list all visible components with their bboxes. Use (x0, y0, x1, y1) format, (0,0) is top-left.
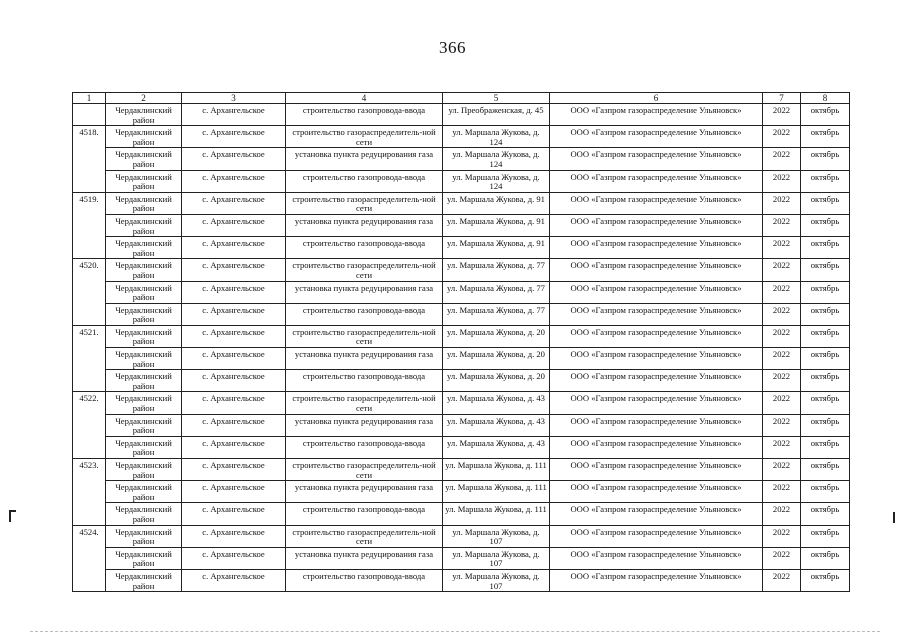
header-cell: 6 (550, 93, 763, 104)
month-cell: октябрь (801, 126, 850, 148)
address-cell: ул. Маршала Жукова, д. 91 (443, 192, 550, 214)
address-cell: ул. Маршала Жукова, д. 111 (443, 459, 550, 481)
scan-mark-right (893, 512, 895, 523)
work-type-cell: строительство газораспределитель-ной сети (286, 525, 443, 547)
organization-cell: ООО «Газпром газораспределение Ульяновск» (550, 525, 763, 547)
work-type-cell: строительство газопровода-ввода (286, 170, 443, 192)
month-cell: октябрь (801, 392, 850, 414)
address-cell: ул. Маршала Жукова, д. 43 (443, 392, 550, 414)
header-cell: 7 (763, 93, 801, 104)
item-number-cell: 4518. (73, 126, 106, 148)
village-cell: с. Архангельское (182, 525, 286, 547)
village-cell: с. Архангельское (182, 459, 286, 481)
district-cell: Чердаклинский район (106, 370, 182, 392)
year-cell: 2022 (763, 126, 801, 148)
item-number-cell (73, 148, 106, 170)
year-cell: 2022 (763, 325, 801, 347)
year-cell: 2022 (763, 525, 801, 547)
district-cell: Чердаклинский район (106, 348, 182, 370)
work-type-cell: строительство газораспределитель-ной сети (286, 126, 443, 148)
item-number-cell: 4523. (73, 459, 106, 481)
month-cell: октябрь (801, 348, 850, 370)
month-cell: октябрь (801, 259, 850, 281)
year-cell: 2022 (763, 303, 801, 325)
district-cell: Чердаклинский район (106, 392, 182, 414)
village-cell: с. Архангельское (182, 104, 286, 126)
district-cell: Чердаклинский район (106, 214, 182, 236)
work-type-cell: строительство газопровода-ввода (286, 503, 443, 525)
item-number-cell: 4519. (73, 192, 106, 214)
address-cell: ул. Маршала Жукова, д. 77 (443, 281, 550, 303)
table-row (73, 148, 850, 170)
address-cell: ул. Маршала Жукова, д. 43 (443, 436, 550, 458)
month-cell: октябрь (801, 525, 850, 547)
district-cell: Чердаклинский район (106, 192, 182, 214)
address-cell: ул. Маршала Жукова, д. 20 (443, 348, 550, 370)
item-number-cell: 4524. (73, 525, 106, 547)
work-type-cell: строительство газопровода-ввода (286, 237, 443, 259)
organization-cell: ООО «Газпром газораспределение Ульяновск» (550, 281, 763, 303)
year-cell: 2022 (763, 481, 801, 503)
work-type-cell: строительство газопровода-ввода (286, 303, 443, 325)
month-cell: октябрь (801, 214, 850, 236)
district-cell: Чердаклинский район (106, 503, 182, 525)
organization-cell: ООО «Газпром газораспределение Ульяновск» (550, 392, 763, 414)
work-type-cell: строительство газопровода-ввода (286, 436, 443, 458)
address-cell: ул. Маршала Жукова, д. 111 (443, 503, 550, 525)
item-number-cell (73, 170, 106, 192)
address-cell: ул. Маршала Жукова, д. 124 (443, 148, 550, 170)
year-cell: 2022 (763, 459, 801, 481)
item-number-cell (73, 104, 106, 126)
organization-cell: ООО «Газпром газораспределение Ульяновск» (550, 303, 763, 325)
table-row (73, 414, 850, 436)
village-cell: с. Архангельское (182, 481, 286, 503)
district-cell: Чердаклинский район (106, 525, 182, 547)
item-number-cell (73, 481, 106, 503)
organization-cell: ООО «Газпром газораспределение Ульяновск» (550, 370, 763, 392)
organization-cell: ООО «Газпром газораспределение Ульяновск» (550, 259, 763, 281)
organization-cell: ООО «Газпром газораспределение Ульяновск» (550, 104, 763, 126)
month-cell: октябрь (801, 281, 850, 303)
month-cell: октябрь (801, 148, 850, 170)
month-cell: октябрь (801, 325, 850, 347)
month-cell: октябрь (801, 414, 850, 436)
month-cell: октябрь (801, 104, 850, 126)
item-number-cell (73, 547, 106, 569)
header-cell: 4 (286, 93, 443, 104)
year-cell: 2022 (763, 170, 801, 192)
district-cell: Чердаклинский район (106, 126, 182, 148)
village-cell: с. Архангельское (182, 170, 286, 192)
address-cell: ул. Маршала Жукова, д. 77 (443, 259, 550, 281)
table-row (73, 104, 850, 126)
address-cell: ул. Маршала Жукова, д. 124 (443, 170, 550, 192)
table-row (73, 192, 850, 214)
village-cell: с. Архангельское (182, 126, 286, 148)
table-row (73, 503, 850, 525)
address-cell: ул. Маршала Жукова, д. 124 (443, 126, 550, 148)
year-cell: 2022 (763, 214, 801, 236)
year-cell: 2022 (763, 148, 801, 170)
organization-cell: ООО «Газпром газораспределение Ульяновск» (550, 214, 763, 236)
organization-cell: ООО «Газпром газораспределение Ульяновск» (550, 459, 763, 481)
header-cell: 5 (443, 93, 550, 104)
year-cell: 2022 (763, 259, 801, 281)
month-cell: октябрь (801, 170, 850, 192)
organization-cell: ООО «Газпром газораспределение Ульяновск» (550, 348, 763, 370)
district-cell: Чердаклинский район (106, 414, 182, 436)
district-cell: Чердаклинский район (106, 481, 182, 503)
table-row (73, 259, 850, 281)
work-type-cell: установка пункта редуцирования газа (286, 348, 443, 370)
village-cell: с. Архангельское (182, 392, 286, 414)
address-cell: ул. Преображенская, д. 45 (443, 104, 550, 126)
month-cell: октябрь (801, 237, 850, 259)
organization-cell: ООО «Газпром газораспределение Ульяновск» (550, 569, 763, 591)
item-number-cell (73, 348, 106, 370)
header-cell: 3 (182, 93, 286, 104)
work-type-cell: установка пункта редуцирования газа (286, 414, 443, 436)
district-cell: Чердаклинский район (106, 259, 182, 281)
work-type-cell: строительство газораспределитель-ной сети (286, 192, 443, 214)
district-cell: Чердаклинский район (106, 281, 182, 303)
village-cell: с. Архангельское (182, 192, 286, 214)
item-number-cell (73, 303, 106, 325)
organization-cell: ООО «Газпром газораспределение Ульяновск» (550, 148, 763, 170)
month-cell: октябрь (801, 370, 850, 392)
district-cell: Чердаклинский район (106, 170, 182, 192)
item-number-cell: 4521. (73, 325, 106, 347)
village-cell: с. Архангельское (182, 414, 286, 436)
header-cell: 1 (73, 93, 106, 104)
registry-table (72, 92, 850, 592)
district-cell: Чердаклинский район (106, 237, 182, 259)
village-cell: с. Архангельское (182, 325, 286, 347)
month-cell: октябрь (801, 547, 850, 569)
work-type-cell: строительство газораспределитель-ной сети (286, 259, 443, 281)
item-number-cell (73, 503, 106, 525)
scan-bottom-edge (30, 631, 880, 632)
item-number-cell (73, 370, 106, 392)
item-number-cell (73, 281, 106, 303)
district-cell: Чердаклинский район (106, 569, 182, 591)
organization-cell: ООО «Газпром газораспределение Ульяновск» (550, 325, 763, 347)
item-number-cell: 4522. (73, 392, 106, 414)
address-cell: ул. Маршала Жукова, д. 107 (443, 525, 550, 547)
village-cell: с. Архангельское (182, 436, 286, 458)
scan-mark-left-arm (9, 510, 16, 512)
item-number-cell (73, 569, 106, 591)
year-cell: 2022 (763, 192, 801, 214)
month-cell: октябрь (801, 569, 850, 591)
organization-cell: ООО «Газпром газораспределение Ульяновск» (550, 192, 763, 214)
item-number-cell (73, 214, 106, 236)
district-cell: Чердаклинский район (106, 148, 182, 170)
work-type-cell: установка пункта редуцирования газа (286, 547, 443, 569)
work-type-cell: строительство газопровода-ввода (286, 370, 443, 392)
organization-cell: ООО «Газпром газораспределение Ульяновск» (550, 503, 763, 525)
work-type-cell: установка пункта редуцирования газа (286, 281, 443, 303)
district-cell: Чердаклинский район (106, 459, 182, 481)
organization-cell: ООО «Газпром газораспределение Ульяновск» (550, 547, 763, 569)
village-cell: с. Архангельское (182, 503, 286, 525)
year-cell: 2022 (763, 392, 801, 414)
address-cell: ул. Маршала Жукова, д. 77 (443, 303, 550, 325)
year-cell: 2022 (763, 348, 801, 370)
table-row (73, 370, 850, 392)
address-cell: ул. Маршала Жукова, д. 91 (443, 214, 550, 236)
village-cell: с. Архангельское (182, 370, 286, 392)
organization-cell: ООО «Газпром газораспределение Ульяновск» (550, 414, 763, 436)
district-cell: Чердаклинский район (106, 436, 182, 458)
month-cell: октябрь (801, 459, 850, 481)
district-cell: Чердаклинский район (106, 303, 182, 325)
village-cell: с. Архангельское (182, 303, 286, 325)
village-cell: с. Архангельское (182, 569, 286, 591)
table-row (73, 392, 850, 414)
village-cell: с. Архангельское (182, 214, 286, 236)
table-row (73, 348, 850, 370)
work-type-cell: строительство газораспределитель-ной сети (286, 459, 443, 481)
item-number-cell: 4520. (73, 259, 106, 281)
work-type-cell: установка пункта редуцирования газа (286, 214, 443, 236)
table-row (73, 214, 850, 236)
address-cell: ул. Маршала Жукова, д. 107 (443, 569, 550, 591)
month-cell: октябрь (801, 503, 850, 525)
year-cell: 2022 (763, 237, 801, 259)
village-cell: с. Архангельское (182, 237, 286, 259)
table-row (73, 237, 850, 259)
table-row (73, 303, 850, 325)
organization-cell: ООО «Газпром газораспределение Ульяновск» (550, 436, 763, 458)
address-cell: ул. Маршала Жукова, д. 111 (443, 481, 550, 503)
village-cell: с. Архангельское (182, 281, 286, 303)
district-cell: Чердаклинский район (106, 547, 182, 569)
table-row (73, 170, 850, 192)
address-cell: ул. Маршала Жукова, д. 107 (443, 547, 550, 569)
work-type-cell: установка пункта редуцирования газа (286, 481, 443, 503)
table-row (73, 126, 850, 148)
work-type-cell: строительство газораспределитель-ной сети (286, 392, 443, 414)
item-number-cell (73, 414, 106, 436)
address-cell: ул. Маршала Жукова, д. 20 (443, 370, 550, 392)
table-row (73, 481, 850, 503)
address-cell: ул. Маршала Жукова, д. 91 (443, 237, 550, 259)
header-cell: 2 (106, 93, 182, 104)
village-cell: с. Архангельское (182, 547, 286, 569)
organization-cell: ООО «Газпром газораспределение Ульяновск» (550, 126, 763, 148)
year-cell: 2022 (763, 414, 801, 436)
work-type-cell: установка пункта редуцирования газа (286, 148, 443, 170)
item-number-cell (73, 436, 106, 458)
page-number: 366 (439, 38, 466, 57)
organization-cell: ООО «Газпром газораспределение Ульяновск» (550, 237, 763, 259)
year-cell: 2022 (763, 436, 801, 458)
village-cell: с. Архангельское (182, 259, 286, 281)
address-cell: ул. Маршала Жукова, д. 20 (443, 325, 550, 347)
address-cell: ул. Маршала Жукова, д. 43 (443, 414, 550, 436)
work-type-cell: строительство газопровода-ввода (286, 104, 443, 126)
table-header-row (73, 93, 850, 104)
year-cell: 2022 (763, 547, 801, 569)
table-row (73, 547, 850, 569)
district-cell: Чердаклинский район (106, 325, 182, 347)
district-cell: Чердаклинский район (106, 104, 182, 126)
year-cell: 2022 (763, 281, 801, 303)
month-cell: октябрь (801, 436, 850, 458)
organization-cell: ООО «Газпром газораспределение Ульяновск» (550, 170, 763, 192)
work-type-cell: строительство газопровода-ввода (286, 569, 443, 591)
work-type-cell: строительство газораспределитель-ной сети (286, 325, 443, 347)
organization-cell: ООО «Газпром газораспределение Ульяновск» (550, 481, 763, 503)
village-cell: с. Архангельское (182, 348, 286, 370)
table-row (73, 325, 850, 347)
month-cell: октябрь (801, 303, 850, 325)
village-cell: с. Архангельское (182, 148, 286, 170)
year-cell: 2022 (763, 370, 801, 392)
table-row (73, 281, 850, 303)
table-row (73, 569, 850, 591)
year-cell: 2022 (763, 503, 801, 525)
table-row (73, 459, 850, 481)
table-row (73, 436, 850, 458)
header-cell: 8 (801, 93, 850, 104)
month-cell: октябрь (801, 192, 850, 214)
item-number-cell (73, 237, 106, 259)
year-cell: 2022 (763, 104, 801, 126)
month-cell: октябрь (801, 481, 850, 503)
table-row (73, 525, 850, 547)
year-cell: 2022 (763, 569, 801, 591)
